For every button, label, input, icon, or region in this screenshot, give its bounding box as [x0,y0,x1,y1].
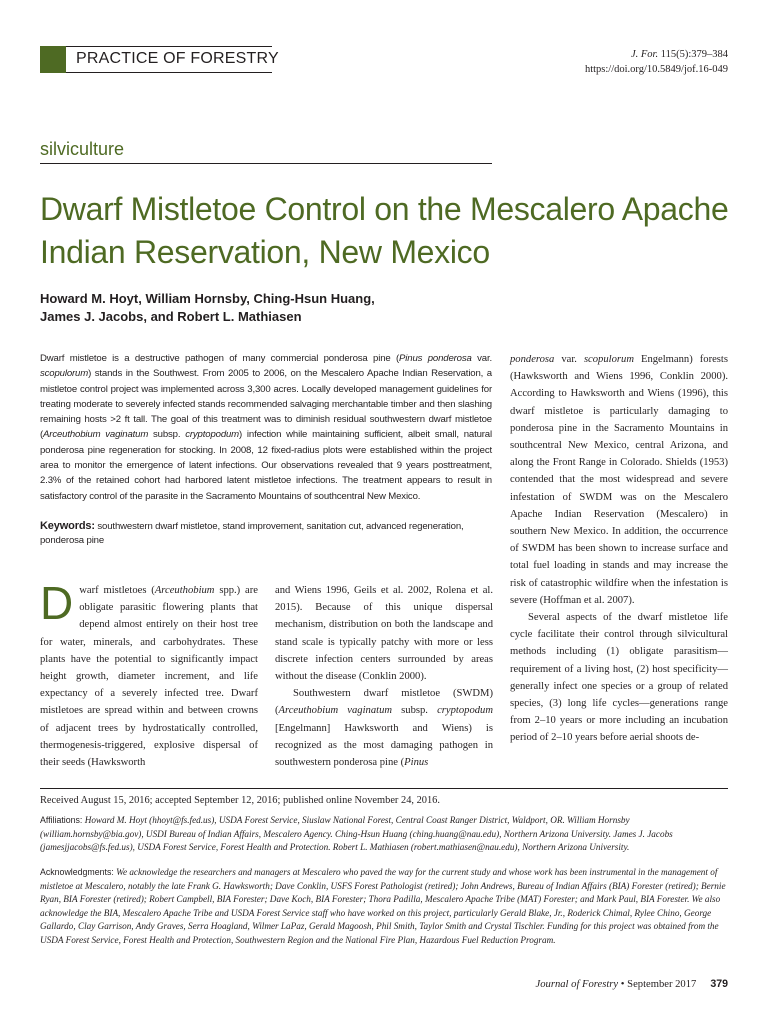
body-species: cryptopodum [437,705,493,717]
body-paragraph: Several aspects of the dwarf mistletoe life cycle facilitate their control through silvicultural methods including (1) obligate parasitism—requirement of a living host, (2) host specificity—generally infect one species or a group of related species, (3) long life cycles—generations range from 2–10 years or more including an incubation period of 2–10 years before aerial shoots de- [510,612,728,744]
author-line-1: Howard M. Hoyt, William Hornsby, Ching-Hsun Huang, [40,291,375,306]
body-species: Pinus [404,757,429,769]
article-title: Dwarf Mistletoe Control on the Mescalero Apache Indian Reservation, New Mexico [40,191,729,270]
acknowledgments-label: Acknowledgments: [40,867,114,877]
body-text: var. [554,354,584,365]
abstract [40,351,492,504]
abstract-text: ) infection while maintaining sufficient, albeit small, natural ponderosa pine regeneration for stocking. In 2008, 12 fixed-radius plots were established within the project area to monitor the emergence of latent infections. Our observations revealed that 9 years posttreatment, 2.3% of the retained cohort had harbored latent mistletoe infections. The treatment appears to result in satisfactory control of the parasite in the Sacramento Mountains of southcentral New Mexico. [40,429,492,502]
body-species: Arceuthobium vaginatum [278,705,393,717]
body-text: spp.) are obligate parasitic flowering plants that depend almost entirely on their host tree for water, minerals, and carbohydrates. These plants have the potential to significantly impact height growth, diameter increment, and life expectancy of a severely infected tree. Dwarf mistletoes are spread within and between crowns of adjacent trees by hydrostatically controlled, thermogenesis-triggered, explosive dispersal of their seeds (Hawksworth [40,585,258,769]
keywords-text: southwestern dwarf mistletoe, stand improvement, sanitation cut, advanced regeneration, ponderosa pine [40,521,464,546]
body-text: Engelmann) forests (Hawksworth and Wiens 1996, Conklin 2000). According to Hawksworth and Wiens (1996), this dwarf mistletoe is particularly damaging to ponderosa pine in the Sacramento Mountains in southcentral New Mexico, central Arizona, and along the Front Range in Colorado. Shields (1953) contended that the most widespread and severe infestation of SWDM was on the Mescalero Apache Indian Reservation (Mescalero) in southern New Mexico. In addition, the occurrence of SWDM has been shown to increase surface and total fuel loading in stands and may increase the risk of catastrophic wildfire when the infestation is severe (Hoffman et al. 2007). [510,354,728,606]
abstract-species: Pinus ponderosa [399,353,472,364]
drop-cap: D [40,577,74,629]
body-species: ponderosa [510,354,555,365]
body-column-1 [40,577,258,771]
citation-journal: J. For. [630,49,659,60]
author-line-2: James J. Jacobs, and Robert L. Mathiasen [40,309,302,324]
body-column-2 [275,582,493,771]
footer-journal: Journal of Forestry [535,979,619,990]
keywords [40,519,492,548]
received-dates: Received August 15, 2016; accepted September 12, 2016; published online November 24, 2016. [40,795,440,806]
abstract-species: scopulorum [40,368,89,380]
doi-link[interactable]: https://doi.org/10.5849/jof.16-049 [584,64,728,75]
acknowledgments-text: We acknowledge the researchers and managers at Mescalero who paved the way for the current study and whose work has been instrumental in the management of mistletoe at Mescalero, notably the late Frank G. Hawksworth; Dave Conklin, USFS Forest Pathologist (retired); John Andrews, Bureau of Indian Affairs (BIA) Forester (retired); Bernie Ryan, BIA Forester (retired); Robert Campbell, BIA Forester; Dave Koch, BIA Forester; Thora Padilla, Mescalero Apache Tribe (MAT) Forester; and Mark Paul, BIA Forester. We also acknowledge the BIA, Mescalero Apache Tribe and USDA Forest Service staff who have worked on this project, particularly Gerald Blake, Jr., Roderick Chimal, Rylee Chino, George Gallardo, Clay Garrison, Andy Graves, Serra Hoagland, Wilmer LaPaz, Gerald Magoosh, Phil Smith, Taylor Smith and Crystal Tischler. Funding for this project was obtained from the USDA Forest Service, Forest Health and Protection, Southwestern Region and the National Fire Plan, Hazardous Fuel Reduction Program. [40,867,726,945]
body-text: [Engelmann] Hawksworth and Wiens) is recognized as the most damaging pathogen in southwestern ponderosa pine ( [275,722,493,769]
page-footer [536,978,728,990]
citation [585,47,728,77]
body-species: Arceuthobium [154,585,215,596]
body-paragraph: and Wiens 1996, Geils et al. 2002, Rolena et al. 2015). Because of this unique dispersal mechanism, distribution on both the landscape and stand scale is typically patchy with more or less discrete infection centers surrounded by areas without the disease (Conklin 2000). [275,585,493,683]
footer-date: September 2017 [627,979,697,990]
citation-volume: 115(5):379–384 [660,49,728,60]
body-column-3 [510,351,728,747]
body-species: scopulorum [583,354,634,365]
abstract-species: cryptopodum [185,429,240,441]
abstract-species: Arceuthobium vaginatum [43,429,149,441]
affiliations-text: Howard M. Hoyt (hhoyt@fs.fed.us), USDA Forest Service, Siuslaw National Forest, Central Coast Ranger District, Waldport, OR. William Hornsby (william.hornsby@bia.gov), USDI Bureau of Indian Affairs, Mescalero Agency. Ching-Hsun Huang (ching.huang@nau.edu), Northern Arizona University. James J. Jacobs (jamesjjacobs@fs.fed.us), USDA Forest Service, Forest Health and Protection. Robert L. Mathiasen (robert.mathiasen@nau.edu), Northern Arizona University. [40,815,673,852]
affiliations-label: Affiliations: [40,815,83,825]
page-number: 379 [710,978,728,990]
notes-divider [40,788,728,789]
author-list [40,290,500,326]
body-text: Southwestern dwarf mistletoe (SWDM) ( [275,688,493,717]
header-badge-accent [40,46,66,73]
affiliations [40,814,728,855]
section-label: silviculture [40,139,125,159]
section-divider [40,163,492,164]
keywords-label: Keywords: [40,520,95,532]
body-text: warf mistletoes ( [79,585,155,596]
abstract-text: ) stands in the Southwest. From 2005 to 2006, on the Mescalero Apache Indian Reservation, a mistletoe control project was implemented across 3,300 acres. Locally developed management guidelines for treating moderate to severely infected stands recommended salvaging merchantable timber and then slashing remaining hosts >2 ft tall. The goal of this treatment was to diminish residual southwestern dwarf mistletoe ( [40,368,492,441]
abstract-text: Dwarf mistletoe is a destructive pathogen of many commercial ponderosa pine ( [40,353,400,364]
abstract-text: var. [471,353,492,364]
acknowledgments [40,866,728,947]
footer-bullet: • [620,979,625,990]
body-text: subsp. [392,705,438,717]
section-badge: PRACTICE OF FORESTRY [66,46,272,73]
abstract-text: subsp. [148,429,186,441]
